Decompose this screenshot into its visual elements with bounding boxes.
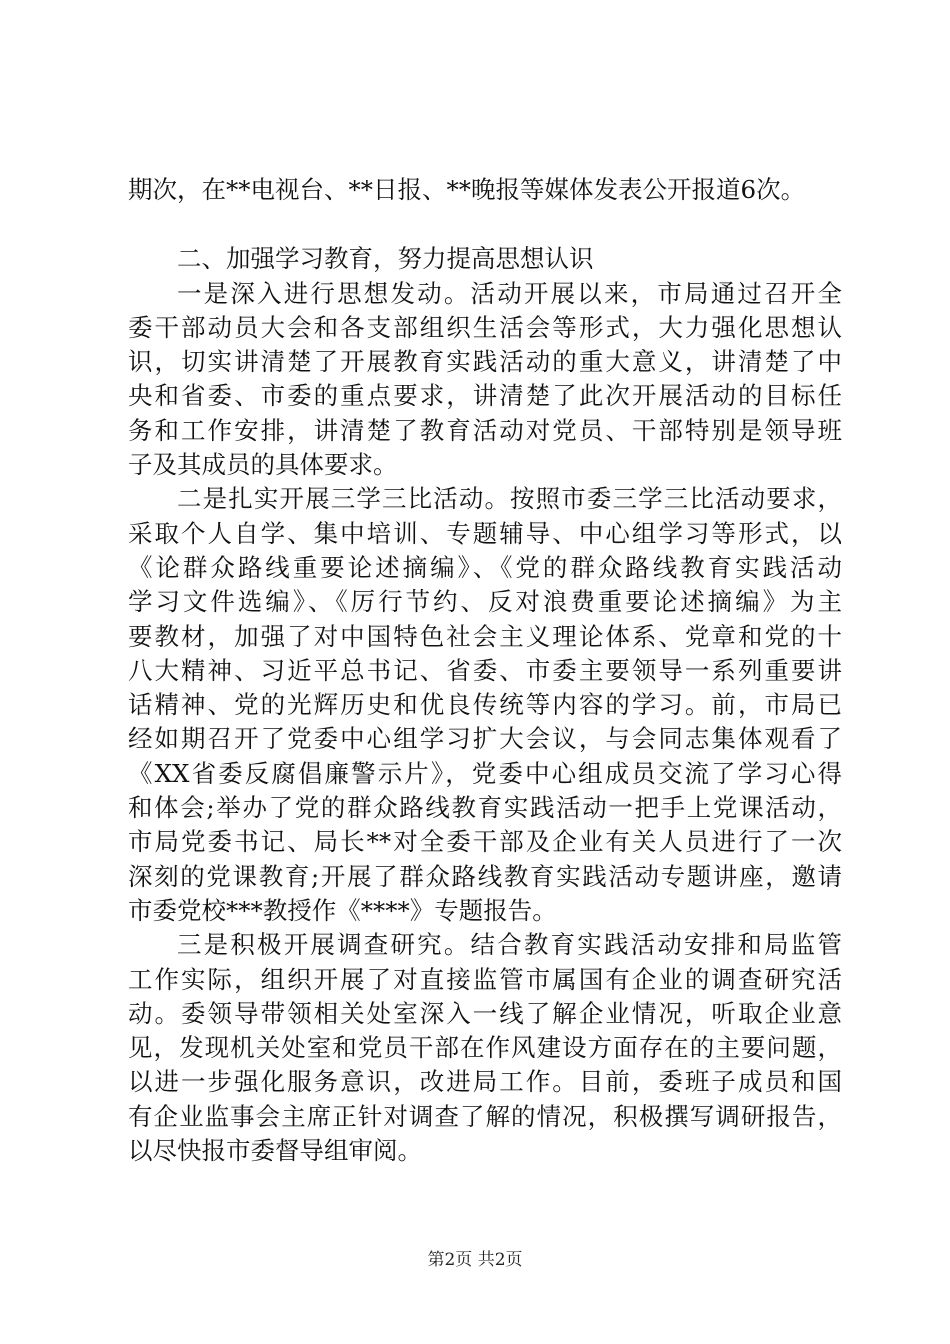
text-line: 要教材，加强了对中国特色社会主义理论体系、党章和党的十 [128,621,842,651]
text-line: 学习文件选编》、《厉行节约、反对浪费重要论述摘编》为主 [128,587,842,617]
text-line: 八大精神、习近平总书记、省委、市委主要领导一系列重要讲 [128,655,842,685]
paragraph-gap [128,207,842,242]
text-line: 二、加强学习教育，努力提高思想认识 [177,244,594,274]
text-line: 一是深入进行思想发动。活动开展以来，市局通过召开全 [177,278,842,308]
text-line: 委干部动员大会和各支部组织生活会等形式，大力强化思想认 [128,312,842,342]
text-line: 和体会;举办了党的群众路线教育实践活动一把手上党课活动， [128,793,842,823]
text-line: 务和工作安排，讲清楚了教育活动对党员、干部特别是领导班 [128,415,842,445]
text-line: 话精神、党的光辉历史和优良传统等内容的学习。前，市局已 [128,690,842,720]
text-line: 《XX省委反腐倡廉警示片》，党委中心组成员交流了学习心得 [128,758,842,788]
document-body [128,173,842,1168]
text-line: 央和省委、市委的重点要求，讲清楚了此次开展活动的目标任 [128,381,842,411]
paragraph [128,928,842,1168]
text-line: 二是扎实开展三学三比活动。按照市委三学三比活动要求， [177,484,842,514]
text-line: 市委党校***教授作《****》专题报告。 [128,895,557,925]
text-line: 期次，在**电视台、**日报、**晚报等媒体发表公开报道6次。 [128,175,806,204]
text-line: 《论群众路线重要论述摘编》、《党的群众路线教育实践活动 [128,552,842,582]
text-line: 经如期召开了党委中心组学习扩大会议，与会同志集体观看了 [128,724,842,754]
section-heading [128,242,842,276]
text-line: 以进一步强化服务意识，改进局工作。目前，委班子成员和国 [128,1067,842,1097]
text-line: 采取个人自学、集中培训、专题辅导、中心组学习等形式，以 [128,518,842,548]
text-line: 深刻的党课教育;开展了群众路线教育实践活动专题讲座，邀请 [128,861,842,891]
text-line: 市局党委书记、局长**对全委干部及企业有关人员进行了一次 [128,827,842,857]
text-line: 以尽快报市委督导组审阅。 [128,1136,422,1166]
text-line: 工作实际，组织开展了对直接监管市属国有企业的调查研究活 [128,964,842,994]
text-line: 子及其成员的具体要求。 [128,450,398,480]
paragraph [128,277,842,483]
text-line: 见，发现机关处室和党员干部在作风建设方面存在的主要问题， [128,1033,842,1063]
text-line: 动。委领导带领相关处室深入一线了解企业情况，听取企业意 [128,998,842,1028]
text-line: 有企业监事会主席正针对调查了解的情况，积极撰写调研报告， [128,1101,842,1131]
page-footer: 第2页 共2页 [427,1250,523,1270]
paragraph [128,173,842,207]
text-line: 识，切实讲清楚了开展教育实践活动的重大意义，讲清楚了中 [128,347,842,377]
text-line: 三是积极开展调查研究。结合教育实践活动安排和局监管 [177,930,842,960]
paragraph [128,482,842,928]
